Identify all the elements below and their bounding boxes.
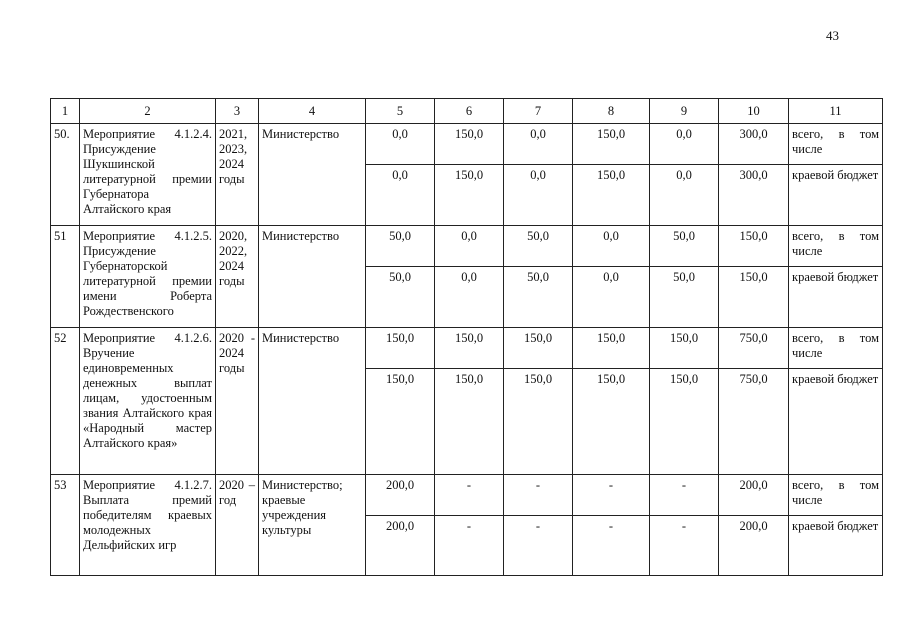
value-cell: 0,0 (504, 124, 573, 165)
total-cell: 150,0 (719, 226, 789, 267)
value-cell: 50,0 (504, 226, 573, 267)
value-cell: 150,0 (366, 369, 435, 475)
funding-source: краевой бюджет (789, 267, 883, 328)
value-cell: 150,0 (504, 328, 573, 369)
table-row (51, 475, 883, 516)
header-row (51, 99, 883, 124)
event-years: 2020 - 2024 годы (216, 328, 259, 475)
funding-source: краевой бюджет (789, 165, 883, 226)
value-cell: 0,0 (435, 226, 504, 267)
header-col-1: 1 (51, 99, 80, 124)
value-cell: 0,0 (573, 226, 650, 267)
value-cell: - (650, 475, 719, 516)
value-cell: 200,0 (366, 475, 435, 516)
event-name: Мероприятие 4.1.2.4. Присуждение Шукшинской литературной премии Губернатора Алтайского края (80, 124, 216, 226)
event-name: Мероприятие 4.1.2.5. Присуждение Губернаторской литературной премии имени Роберта Рождественского (80, 226, 216, 328)
event-name: Мероприятие 4.1.2.6. Вручение единовременных денежных выплат лицам, удостоенным звания Алтайского края «Народный мастер Алтайского края» (80, 328, 216, 475)
table-row (51, 226, 883, 267)
value-cell: 150,0 (573, 124, 650, 165)
total-cell: 200,0 (719, 516, 789, 576)
funding-source: краевой бюджет (789, 516, 883, 576)
event-years: 2020, 2022, 2024 годы (216, 226, 259, 328)
value-cell: 50,0 (504, 267, 573, 328)
value-cell: 0,0 (504, 165, 573, 226)
event-years: 2021, 2023, 2024 годы (216, 124, 259, 226)
funding-source: всего, в том числе (789, 475, 883, 516)
funding-source: всего, в том числе (789, 226, 883, 267)
total-cell: 750,0 (719, 369, 789, 475)
funding-source: всего, в том числе (789, 328, 883, 369)
value-cell: 150,0 (435, 328, 504, 369)
value-cell: 150,0 (435, 124, 504, 165)
value-cell: 150,0 (366, 328, 435, 369)
event-executor: Министерство (259, 328, 366, 475)
total-cell: 150,0 (719, 267, 789, 328)
event-executor: Министерство; краевые учреждения культуры (259, 475, 366, 576)
total-cell: 300,0 (719, 165, 789, 226)
header-col-4: 4 (259, 99, 366, 124)
value-cell: 0,0 (650, 165, 719, 226)
total-cell: 200,0 (719, 475, 789, 516)
value-cell: 50,0 (366, 267, 435, 328)
value-cell: 0,0 (366, 124, 435, 165)
value-cell: 0,0 (366, 165, 435, 226)
value-cell: 200,0 (366, 516, 435, 576)
table-row (51, 328, 883, 369)
header-col-11: 11 (789, 99, 883, 124)
row-number: 50. (51, 124, 80, 226)
funding-source: всего, в том числе (789, 124, 883, 165)
page-number: 43 (826, 28, 839, 43)
event-years: 2020 – год (216, 475, 259, 576)
funding-source: краевой бюджет (789, 369, 883, 475)
value-cell: 50,0 (650, 267, 719, 328)
header-col-9: 9 (650, 99, 719, 124)
header-col-7: 7 (504, 99, 573, 124)
value-cell: 150,0 (435, 165, 504, 226)
value-cell: 50,0 (366, 226, 435, 267)
row-number: 52 (51, 328, 80, 475)
event-name: Мероприятие 4.1.2.7. Выплата премий победителям краевых молодежных Дельфийских игр (80, 475, 216, 576)
value-cell: 150,0 (573, 369, 650, 475)
header-col-10: 10 (719, 99, 789, 124)
event-executor: Министерство (259, 124, 366, 226)
header-col-6: 6 (435, 99, 504, 124)
budget-table (50, 98, 883, 576)
header-col-5: 5 (366, 99, 435, 124)
value-cell: 150,0 (573, 165, 650, 226)
value-cell: 0,0 (573, 267, 650, 328)
header-col-2: 2 (80, 99, 216, 124)
value-cell: - (504, 516, 573, 576)
value-cell: 0,0 (650, 124, 719, 165)
value-cell: - (435, 475, 504, 516)
event-executor: Министерство (259, 226, 366, 328)
row-number: 53 (51, 475, 80, 576)
value-cell: - (504, 475, 573, 516)
value-cell: 150,0 (504, 369, 573, 475)
value-cell: - (573, 475, 650, 516)
value-cell: - (573, 516, 650, 576)
value-cell: 150,0 (435, 369, 504, 475)
value-cell: 150,0 (650, 369, 719, 475)
header-col-3: 3 (216, 99, 259, 124)
value-cell: 150,0 (573, 328, 650, 369)
value-cell: 0,0 (435, 267, 504, 328)
table-row (51, 124, 883, 165)
total-cell: 750,0 (719, 328, 789, 369)
value-cell: 50,0 (650, 226, 719, 267)
value-cell: 150,0 (650, 328, 719, 369)
value-cell: - (435, 516, 504, 576)
row-number: 51 (51, 226, 80, 328)
total-cell: 300,0 (719, 124, 789, 165)
header-col-8: 8 (573, 99, 650, 124)
value-cell: - (650, 516, 719, 576)
